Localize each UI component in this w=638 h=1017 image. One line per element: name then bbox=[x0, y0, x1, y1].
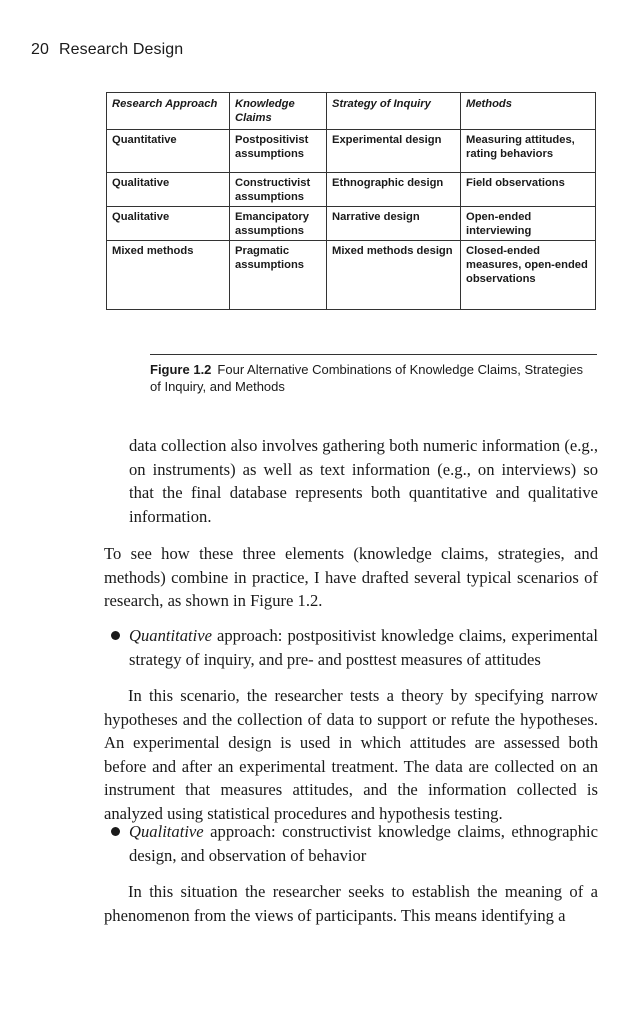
table-cell: Measuring attitudes, rating behaviors bbox=[461, 130, 596, 173]
bullet-text bbox=[129, 820, 598, 867]
paragraph: data collection also involves gathering both numeric information (e.g., on instruments) as well as text information (e.g., on interviews) so that the final database represents both quantitative and qualitative information. bbox=[129, 436, 598, 526]
table-header-row bbox=[107, 93, 596, 130]
bullet-item bbox=[104, 624, 598, 671]
table-row bbox=[107, 173, 596, 207]
bullet-icon bbox=[111, 631, 120, 640]
running-header bbox=[31, 41, 183, 59]
table-cell: Qualitative bbox=[107, 173, 230, 207]
bullet-lead: Qualitative bbox=[129, 822, 204, 841]
figure-caption bbox=[150, 361, 590, 395]
bullet-body: approach: postpositivist knowledge claims, experimental strategy of inquiry, and pre- and posttest measures of attitudes bbox=[129, 626, 598, 669]
paragraph: In this scenario, the researcher tests a theory by specifying narrow hypotheses and the collection of data to support or refute the hypotheses. An experimental design is used in which attitudes are assessed both before and after an experimental treatment. The data are collected on an instrument that measures attitudes, and the information collected is analyzed using statistical procedures and hypothesis testing. bbox=[104, 686, 598, 823]
column-header: Knowledge Claims bbox=[230, 93, 327, 130]
bullet-text bbox=[129, 624, 598, 671]
table-cell: Ethnographic design bbox=[327, 173, 461, 207]
table-cell: Field observations bbox=[461, 173, 596, 207]
running-title: Research Design bbox=[59, 41, 184, 58]
figure-table bbox=[106, 92, 596, 310]
bullet-lead: Quantitative bbox=[129, 626, 212, 645]
table-row bbox=[107, 130, 596, 173]
column-header: Strategy of Inquiry bbox=[327, 93, 461, 130]
table-cell: Emancipatory assumptions bbox=[230, 207, 327, 241]
table-cell: Pragmatic assumptions bbox=[230, 241, 327, 310]
caption-text: Four Alternative Combinations of Knowledge Claims, Strategies of Inquiry, and Methods bbox=[150, 362, 584, 394]
table-cell: Narrative design bbox=[327, 207, 461, 241]
table-cell: Mixed methods bbox=[107, 241, 230, 310]
bullet-icon bbox=[111, 827, 120, 836]
table-row bbox=[107, 241, 596, 310]
table-cell: Quantitative bbox=[107, 130, 230, 173]
bullet-body: approach: constructivist knowledge claims, ethnographic design, and observation of behavior bbox=[129, 822, 598, 865]
bullet-item bbox=[104, 820, 598, 867]
paragraph: To see how these three elements (knowledge claims, strategies, and methods) combine in practice, I have drafted several typical scenarios of research, as shown in Figure 1.2. bbox=[104, 544, 598, 611]
table-cell: Experimental design bbox=[327, 130, 461, 173]
table-cell: Mixed methods design bbox=[327, 241, 461, 310]
table-cell: Open-ended interviewing bbox=[461, 207, 596, 241]
paragraph: In this situation the researcher seeks to establish the meaning of a phenomenon from the views of participants. This means identifying a bbox=[104, 882, 598, 925]
table-cell: Qualitative bbox=[107, 207, 230, 241]
table-row bbox=[107, 207, 596, 241]
caption-divider bbox=[150, 354, 597, 355]
column-header: Methods bbox=[461, 93, 596, 130]
figure-label: Figure 1.2 bbox=[150, 362, 212, 377]
table-cell: Closed-ended measures, open-ended observations bbox=[461, 241, 596, 310]
column-header: Research Approach bbox=[107, 93, 230, 130]
table-cell: Constructivist assumptions bbox=[230, 173, 327, 207]
table-cell: Postpositivist assumptions bbox=[230, 130, 327, 173]
page-number: 20 bbox=[31, 41, 49, 58]
